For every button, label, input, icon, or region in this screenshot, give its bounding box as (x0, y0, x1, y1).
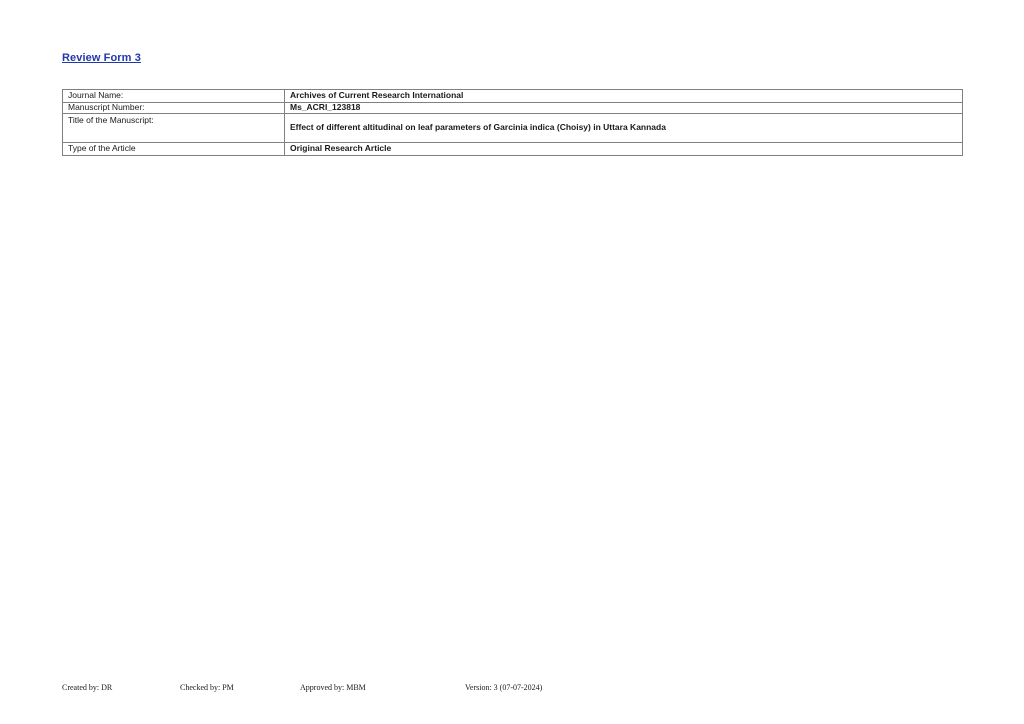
footer-approved-by: Approved by: MBM (300, 683, 366, 692)
manuscript-title-label: Title of the Manuscript: (63, 114, 285, 143)
footer-checked-by: Checked by: PM (180, 683, 234, 692)
page-title: Review Form 3 (62, 52, 141, 64)
manuscript-title-value: Effect of different altitudinal on leaf parameters of Garcinia indica (Choisy) in Uttara Kannada (285, 114, 963, 143)
journal-name-label: Journal Name: (63, 90, 285, 103)
review-form-table (62, 89, 963, 156)
manuscript-number-value: Ms_ACRI_123818 (285, 103, 963, 114)
article-type-label: Type of the Article (63, 143, 285, 156)
table-row-journal-name (63, 90, 963, 103)
table-row-article-type (63, 143, 963, 156)
footer (0, 683, 1024, 695)
journal-name-value: Archives of Current Research International (285, 90, 963, 103)
footer-version: Version: 3 (07-07-2024) (465, 683, 543, 692)
manuscript-number-label: Manuscript Number: (63, 103, 285, 114)
article-type-value: Original Research Article (285, 143, 963, 156)
table-row-manuscript-title (63, 114, 963, 143)
table-row-manuscript-number (63, 103, 963, 114)
footer-created-by: Created by: DR (62, 683, 113, 692)
